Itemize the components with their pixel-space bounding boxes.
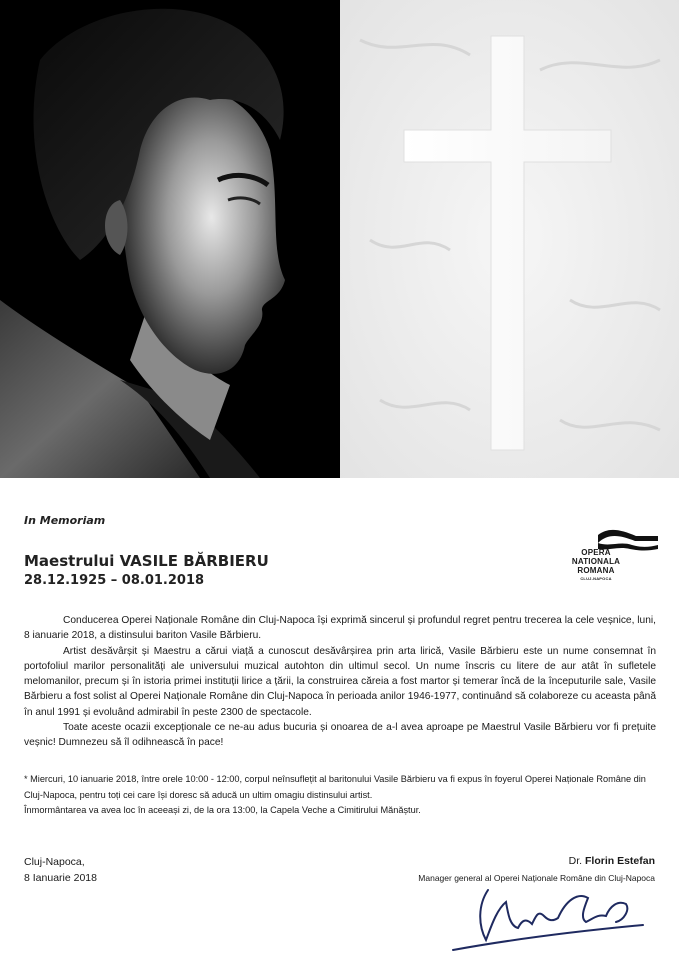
announcement-body <box>24 613 656 751</box>
date-text: 8 Ianuarie 2018 <box>24 872 97 884</box>
note-line-2: Înmormântarea va avea loc în aceeași zi, de la ora 13:00, la Capela Veche a Cimitirului Mănăștur. <box>24 805 421 815</box>
signer-name-text: Florin Estefan <box>584 855 655 867</box>
logo-line-4: CLUJ-NAPOCA <box>580 576 612 581</box>
paragraph-1: Conducerea Operei Naționale Române din Cluj-Napoca își exprimă sincerul și profundul regret pentru trecerea la cele veșnice, luni, 8 ianuarie 2018, a distinsului bariton Vasile Bărbieru. <box>24 615 656 642</box>
handwritten-signature <box>448 880 648 955</box>
funeral-note <box>24 772 664 819</box>
paragraph-3: Toate aceste ocazii excepționale ce ne-au adus bucuria și onoarea de a-l avea aproape pe Maestrul Vasile Bărbieru vor fi prețuite veșnic! Dumnezeu să îl odihnească în pace! <box>24 722 656 749</box>
note-line-1: * Miercuri, 10 ianuarie 2018, între orele 10:00 - 12:00, corpul neînsuflețit al baritonului Vasile Bărbieru va fi expus în foyerul Operei Naționale Române din Cluj-Napoca, pentru toți cei care își doresc să aducă un ultim omagiu distinsului artist. <box>24 774 646 800</box>
logo-line-1: OPERA <box>581 548 611 557</box>
portrait-photo <box>0 0 340 478</box>
logo-line-3: ROMANA <box>577 566 615 575</box>
logo-line-2: NATIONALA <box>571 557 621 566</box>
life-dates: 28.12.1925 – 08.01.2018 <box>24 573 205 588</box>
portrait-illustration <box>0 0 340 478</box>
signer-role: Manager general al Operei Naționale Române din Cluj-Napoca <box>418 873 655 883</box>
signer-prefix: Dr. <box>568 855 585 867</box>
place-text: Cluj-Napoca, <box>24 856 85 868</box>
page-title: Maestrului VASILE BĂRBIERU <box>24 552 269 570</box>
cross-photo <box>340 0 679 478</box>
in-memoriam-label: In Memoriam <box>24 514 106 527</box>
paragraph-2: Artist desăvârșit și Maestru a cărui viață a cunoscut desăvârșirea prin arta lirică, Vasile Bărbieru este un nume consemnat în portofoliul marilor personalități ale universului muzical autohton din ultimul secol. Un nume înscris cu litere de aur atât în sufletele melomanilor, precum și în istoria primei instituții lirice a țării, la construirea căreia a fost martor și temerar încă de la începuturile sale, Vasile Bărbieru a fost solist al Operei Naționale Române din Cluj-Napoca în perioada anilor 1946-1977, continuând să colaboreze cu aceasta până în anul 1991 și evoluând admirabil în peste 2300 de spectacole. <box>24 645 656 718</box>
cross-illustration <box>340 0 679 478</box>
signer-name <box>569 855 655 867</box>
